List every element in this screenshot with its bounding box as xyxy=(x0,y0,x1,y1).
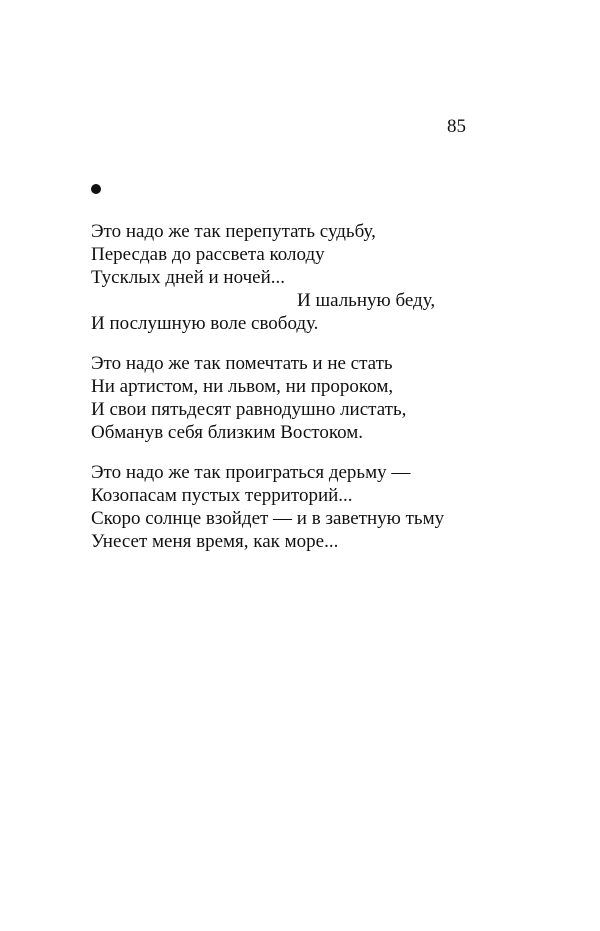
poem-start-bullet xyxy=(91,184,101,194)
poem xyxy=(91,220,491,570)
poem-line: Козопасам пустых территорий... xyxy=(91,485,353,506)
poem-line: Обманув себя близким Востоком. xyxy=(91,422,364,443)
stanza xyxy=(91,461,491,553)
poem-line: Ни артистом, ни львом, ни пророком, xyxy=(91,376,394,397)
page-number: 85 xyxy=(447,116,466,137)
poem-line: Скоро солнце взойдет — и в заветную тьму xyxy=(91,508,445,529)
poem-line: Это надо же так перепутать судьбу, xyxy=(91,221,376,242)
poem-line: И шальную беду, xyxy=(297,290,436,311)
poem-line: Унесет меня время, как море... xyxy=(91,531,339,552)
poem-line: И свои пятьдесят равнодушно листать, xyxy=(91,399,407,420)
stanza xyxy=(91,220,491,335)
poem-line: Тусклых дней и ночей... xyxy=(91,267,286,288)
poem-line: Это надо же так проиграться дерьму — xyxy=(91,462,411,483)
poem-line: Пересдав до рассвета колоду xyxy=(91,244,325,265)
poem-line: Это надо же так помечтать и не стать xyxy=(91,353,393,374)
stanza xyxy=(91,352,491,444)
poem-line: И послушную воле свободу. xyxy=(91,313,319,334)
